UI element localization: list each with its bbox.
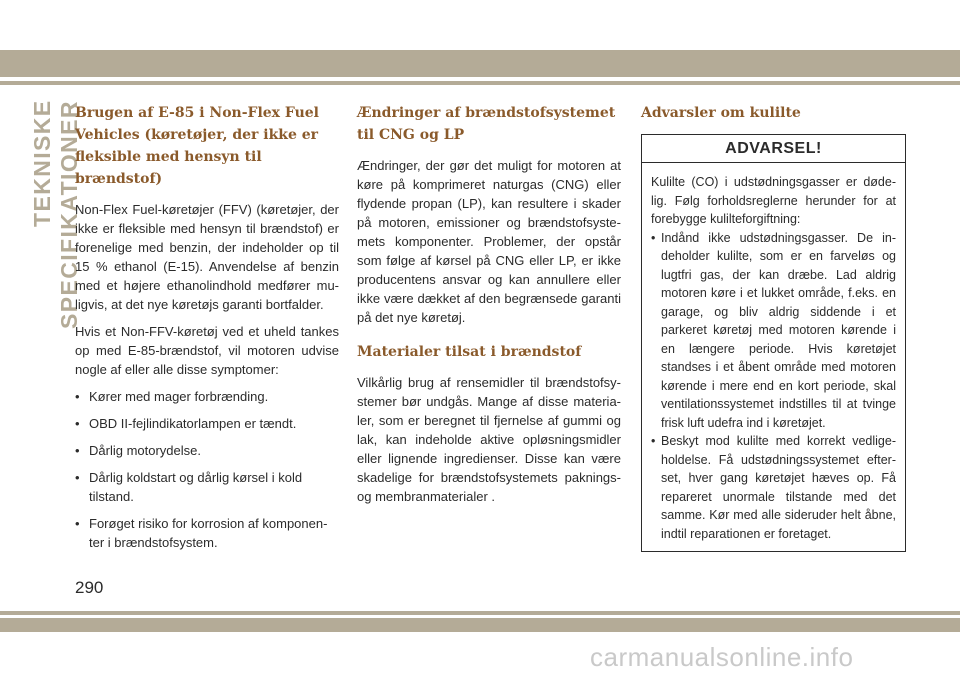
additives-heading: Materialer tilsat i brændstof — [357, 344, 582, 360]
co-heading: Advarsler om kulilte — [641, 105, 801, 121]
list-item: • Kører med mager forbrænding. — [75, 387, 339, 406]
header-bar — [0, 50, 960, 77]
warning-intro: Kulilte (CO) i udstødningsgasser er døde-lig. Følg forholdsreglerne herunder for at forebygge kulilteforgiftning: — [651, 175, 896, 226]
footer-rule — [0, 611, 960, 615]
additives-paragraph: Vilkårlig brug af rensemidler til brændstofsy-stemer bør undgås. Mange af disse materia-ler, som er beregnet til fjernelse af gummi og lak, kan indeholde aktive opløsningsmidler eller lignende ingredienser. Disse kan være skadelige for brændstofsystemets paknings-og membranmaterialer . — [357, 375, 621, 504]
list-item: • Dårlig koldstart og dårlig kørsel i kold tilstand. — [75, 468, 339, 506]
header-rule — [0, 81, 960, 85]
list-item: • Dårlig motorydelse. — [75, 441, 339, 460]
e85-paragraph-1: Non-Flex Fuel-køretøjer (FFV) (køretøjer, der ikke er fleksible med hensyn til brændstof) er forenelige med benzin, der indeholder op til 15 % ethanol (E-15). Anvendelse af benzin med et højere ethanolindhold medfører mu-ligvis, at det nye køretøjs garanti bortfalder. — [75, 202, 339, 312]
warning-box — [641, 134, 906, 552]
symptom-list — [75, 387, 339, 552]
column-cng — [357, 102, 621, 514]
warning-title: ADVARSEL! — [642, 135, 905, 163]
column-co — [641, 102, 906, 552]
list-item: • OBD II-fejlindikatorlampen er tændt. — [75, 414, 339, 433]
column-e85 — [75, 102, 339, 560]
e85-heading: Brugen af E-85 i Non-Flex Fuel Vehicles (køretøjer, der ikke er fleksible med hensyn til brændstof) — [75, 105, 320, 187]
cng-heading: Ændringer af brændstofsystemet til CNG og LP — [357, 105, 616, 143]
e85-paragraph-2: Hvis et Non-FFV-køretøj ved et uheld tankes op med E-85-brændstof, vil motoren udvise nogle af eller alle disse symptomer: — [75, 324, 339, 377]
list-item: • Beskyt mod kulilte med korrekt vedlige-holdelse. Få udstødningssystemet efter-set, hver gang køretøjet hæves op. Få repareret unormale tilstande med det samme. Kør med alle sideruder helt åbne, indtil reparationen er foretaget. — [651, 432, 896, 543]
page-number: 290 — [75, 578, 104, 597]
warning-list — [651, 229, 896, 544]
watermark: carmanualsonline.info — [590, 642, 854, 672]
list-item: • Forøget risiko for korrosion af komponen-ter i brændstofsystem. — [75, 514, 339, 552]
footer-bar — [0, 618, 960, 632]
list-item: • Indånd ikke udstødningsgasser. De in-deholder kulilte, som er en farveløs og lugtfri gas, der kan dræbe. Lad aldrig motoren køre i et lukket område, f.eks. en garage, og bliv aldrig siddende i et parkeret køretøj med motoren kørende i en længere periode. Hvis køretøjet standses i et åbent område med motoren kørende i mere end en kort periode, skal ventilationssystemet indstilles til at tvinge frisk luft udefra ind i køretøjet. — [651, 229, 896, 433]
section-side-title: TEKNISKE SPECIFIKATIONER — [29, 100, 82, 329]
cng-paragraph: Ændringer, der gør det muligt for motoren at køre på komprimeret naturgas (CNG) eller flydende propan (LP), kan resultere i skader på motoren, emissioner og brændstofsyste-mets komponenter. Problemer, der opstår som følge af kørsel på CNG eller LP, er ikke producentens ansvar og kan annullere eller ikke være dækket af den begrænsede garanti på det nye køretøj. — [357, 158, 621, 325]
